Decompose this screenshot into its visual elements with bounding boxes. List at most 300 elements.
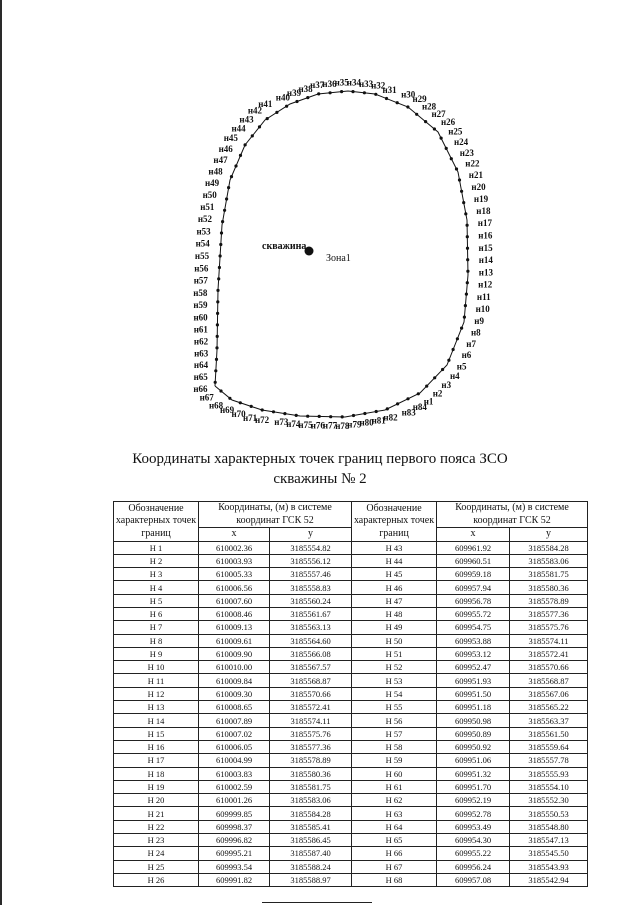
table-cell: 3185585.41: [270, 820, 352, 833]
table-cell: 3185545.50: [510, 847, 588, 860]
point-label: н17: [477, 218, 492, 229]
point-label: н12: [478, 279, 493, 290]
table-cell: Н 52: [352, 661, 437, 674]
coordinates-body: [114, 541, 588, 887]
table-cell: Н 25: [114, 860, 199, 873]
point-label: н15: [478, 242, 493, 253]
boundary-vertex: [219, 254, 222, 257]
table-cell: 3185583.06: [270, 794, 352, 807]
boundary-vertex: [221, 220, 224, 223]
table-cell: Н 60: [352, 767, 437, 780]
table-cell: 3185563.37: [510, 714, 588, 727]
table-cell: 3185561.67: [270, 607, 352, 620]
table-row: [114, 661, 588, 674]
table-cell: 610003.93: [199, 554, 270, 567]
table-cell: 3185560.24: [270, 594, 352, 607]
table-cell: Н 53: [352, 674, 437, 687]
boundary-vertex: [318, 415, 321, 418]
table-cell: 3185588.24: [270, 860, 352, 873]
table-cell: 3185559.64: [510, 740, 588, 753]
boundary-vertex: [216, 289, 219, 292]
boundary-vertex: [223, 209, 226, 212]
point-label: н63: [194, 348, 209, 359]
point-label: н10: [475, 304, 490, 314]
point-label: н58: [193, 287, 208, 298]
point-label: н73: [274, 417, 289, 428]
point-label: н72: [255, 415, 270, 426]
table-cell: Н 59: [352, 754, 437, 767]
boundary-vertex: [219, 389, 222, 392]
point-label: н21: [468, 170, 483, 181]
boundary-vertex: [283, 412, 286, 415]
boundary-vertex: [227, 186, 230, 189]
point-label: н59: [193, 300, 208, 311]
boundary-vertex: [460, 190, 463, 193]
point-label: н45: [223, 133, 238, 144]
point-label: н79: [347, 419, 362, 430]
boundary-vertex: [214, 369, 217, 372]
table-cell: Н 58: [352, 740, 437, 753]
boundary-vertex: [385, 97, 388, 100]
point-label: н38: [298, 83, 313, 94]
point-label: н77: [322, 420, 338, 431]
table-cell: 609954.30: [437, 834, 510, 847]
table-cell: 3185561.50: [510, 727, 588, 740]
header-coordinates: Координаты, (м) в системе координат ГСК 52: [199, 502, 352, 528]
table-cell: Н 62: [352, 794, 437, 807]
point-label: н27: [431, 109, 446, 120]
point-label: н68: [209, 400, 224, 411]
point-label: н64: [193, 360, 209, 371]
table-cell: 609950.92: [437, 740, 510, 753]
boundary-vertex: [216, 323, 219, 326]
table-cell: 609961.92: [437, 541, 510, 554]
point-label: н20: [471, 182, 486, 193]
point-label: н55: [194, 251, 210, 262]
table-cell: 610003.83: [199, 767, 270, 780]
point-label: н34: [346, 77, 361, 88]
table-cell: 609951.06: [437, 754, 510, 767]
boundary-vertex: [225, 197, 228, 200]
boundary-vertex: [417, 392, 420, 395]
table-cell: Н 50: [352, 634, 437, 647]
table-cell: 609957.94: [437, 581, 510, 594]
table-row: [114, 621, 588, 634]
boundary-vertex: [441, 368, 444, 371]
table-cell: 609999.85: [199, 807, 270, 820]
table-cell: 609951.70: [437, 780, 510, 793]
table-cell: 3185581.75: [510, 568, 588, 581]
table-row: [114, 807, 588, 820]
boundary-vertex: [295, 100, 298, 103]
boundary-vertex: [433, 376, 436, 379]
point-label: н4: [450, 371, 460, 382]
boundary-vertex: [363, 91, 366, 94]
boundary-vertex: [466, 270, 469, 273]
boundary-vertex: [466, 224, 469, 227]
point-label: н82: [383, 412, 398, 423]
table-cell: 3185548.80: [510, 820, 588, 833]
table-cell: 610009.13: [199, 621, 270, 634]
table-row: [114, 754, 588, 767]
boundary-vertex: [386, 407, 389, 410]
boundary-vertex: [455, 167, 458, 170]
point-label: н7: [466, 339, 476, 349]
table-cell: Н 19: [114, 780, 199, 793]
table-cell: 3185558.83: [270, 581, 352, 594]
boundary-vertex: [465, 293, 468, 296]
table-cell: 610007.89: [199, 714, 270, 727]
boundary-vertex: [234, 164, 237, 167]
table-cell: 3185584.28: [270, 807, 352, 820]
table-cell: 3185570.66: [510, 661, 588, 674]
boundary-vertex: [440, 137, 443, 140]
point-label: н71: [243, 413, 258, 424]
table-row: [114, 581, 588, 594]
table-cell: Н 11: [114, 674, 199, 687]
boundary-vertex: [220, 231, 223, 234]
table-cell: 610009.61: [199, 634, 270, 647]
table-row: [114, 727, 588, 740]
table-cell: Н 48: [352, 607, 437, 620]
boundary-vertex: [351, 90, 354, 93]
table-cell: 3185580.36: [270, 767, 352, 780]
table-cell: 609991.82: [199, 873, 270, 886]
boundary-vertex: [214, 381, 217, 384]
boundary-vertex: [239, 154, 242, 157]
point-label: н65: [193, 372, 208, 382]
table-cell: 3185557.78: [510, 754, 588, 767]
boundary-vertex: [217, 277, 220, 280]
point-label: н25: [448, 126, 463, 137]
table-cell: 609952.78: [437, 807, 510, 820]
table-row: [114, 794, 588, 807]
table-cell: 610006.05: [199, 740, 270, 753]
table-cell: Н 4: [114, 581, 199, 594]
boundary-vertex: [466, 258, 469, 261]
point-label: н11: [476, 291, 491, 302]
table-cell: 3185581.75: [270, 780, 352, 793]
title-line-1: Координаты характерных точек границ первого пояса ЗСО: [132, 451, 508, 467]
table-row: [114, 554, 588, 567]
table-cell: 610008.65: [199, 701, 270, 714]
table-cell: 3185577.36: [510, 607, 588, 620]
boundary-vertex: [329, 91, 332, 94]
document-title: [120, 449, 520, 489]
point-label: н69: [220, 405, 235, 416]
table-cell: 3185567.57: [270, 661, 352, 674]
header-y-2: y: [510, 528, 588, 542]
point-label: н53: [196, 226, 211, 237]
table-cell: 609951.32: [437, 767, 510, 780]
table-cell: Н 24: [114, 847, 199, 860]
point-label: н49: [205, 178, 220, 188]
point-label: н78: [335, 420, 350, 431]
point-label: н9: [474, 316, 484, 327]
header-x: x: [199, 528, 270, 542]
table-cell: Н 46: [352, 581, 437, 594]
boundary-vertex: [250, 405, 253, 408]
table-cell: 610009.84: [199, 674, 270, 687]
table-row: [114, 541, 588, 554]
boundary-vertex: [216, 300, 219, 303]
point-label: н28: [422, 101, 437, 112]
table-cell: 3185557.46: [270, 568, 352, 581]
table-cell: Н 54: [352, 687, 437, 700]
table-cell: Н 18: [114, 767, 199, 780]
table-cell: Н 17: [114, 754, 199, 767]
boundary-vertex: [363, 412, 366, 415]
table-row: [114, 607, 588, 620]
table-cell: Н 65: [352, 834, 437, 847]
table-cell: 609956.24: [437, 860, 510, 873]
boundary-vertex: [244, 143, 247, 146]
table-cell: 3185587.40: [270, 847, 352, 860]
well-label: скважина: [262, 241, 307, 252]
boundary-vertex: [258, 125, 261, 128]
boundary-vertex: [460, 327, 463, 330]
table-cell: 3185583.06: [510, 554, 588, 567]
table-cell: 3185572.41: [510, 647, 588, 660]
boundary-vertex: [466, 235, 469, 238]
point-label: н74: [286, 419, 301, 430]
boundary-vertex: [445, 147, 448, 150]
point-label: н41: [258, 99, 273, 110]
table-cell: 609954.75: [437, 621, 510, 634]
table-cell: Н 64: [352, 820, 437, 833]
table-cell: 609957.08: [437, 873, 510, 886]
boundary-vertex: [466, 281, 469, 284]
point-label: н48: [208, 166, 223, 177]
table-cell: Н 7: [114, 621, 199, 634]
point-label: н13: [478, 267, 493, 278]
table-cell: 609952.19: [437, 794, 510, 807]
table-cell: 3185580.36: [510, 581, 588, 594]
table-cell: 3185577.36: [270, 740, 352, 753]
table-cell: Н 22: [114, 820, 199, 833]
boundary-vertex: [216, 312, 219, 315]
header-x-2: x: [437, 528, 510, 542]
table-cell: 3185555.93: [510, 767, 588, 780]
table-cell: 3185550.53: [510, 807, 588, 820]
table-cell: 3185543.93: [510, 860, 588, 873]
table-cell: 3185564.60: [270, 634, 352, 647]
table-cell: 609953.88: [437, 634, 510, 647]
point-label: н3: [441, 379, 452, 390]
boundary-vertex: [396, 101, 399, 104]
boundary-vertex: [230, 175, 233, 178]
boundary-vertex: [317, 92, 320, 95]
table-cell: 610007.02: [199, 727, 270, 740]
table-cell: 3185566.08: [270, 647, 352, 660]
table-cell: Н 15: [114, 727, 199, 740]
table-cell: 609951.50: [437, 687, 510, 700]
table-cell: 610010.00: [199, 661, 270, 674]
point-label: н30: [401, 89, 416, 100]
point-label: н6: [461, 350, 472, 361]
boundary-vertex: [218, 266, 221, 269]
table-cell: 3185556.12: [270, 554, 352, 567]
boundary-vertex: [415, 113, 418, 116]
table-cell: 610006.56: [199, 581, 270, 594]
boundary-vertex: [374, 93, 377, 96]
table-cell: Н 12: [114, 687, 199, 700]
boundary-vertex: [452, 348, 455, 351]
table-row: [114, 740, 588, 753]
point-label: н16: [478, 230, 493, 241]
table-cell: Н 20: [114, 794, 199, 807]
table-row: [114, 820, 588, 833]
table-cell: 610005.33: [199, 568, 270, 581]
table-row: [114, 568, 588, 581]
table-cell: 3185572.41: [270, 701, 352, 714]
boundary-vertex: [215, 346, 218, 349]
table-cell: 609951.18: [437, 701, 510, 714]
table-row: [114, 780, 588, 793]
boundary-vertex: [406, 105, 409, 108]
point-label: н75: [298, 420, 313, 430]
point-label: н35: [334, 77, 349, 88]
point-label: н26: [441, 116, 456, 127]
table-cell: Н 47: [352, 594, 437, 607]
table-cell: Н 3: [114, 568, 199, 581]
point-label: н76: [310, 420, 325, 431]
table-cell: 609950.89: [437, 727, 510, 740]
point-label: н70: [231, 409, 246, 420]
table-row: [114, 687, 588, 700]
table-cell: 610007.60: [199, 594, 270, 607]
table-cell: 609995.21: [199, 847, 270, 860]
point-label: н5: [456, 361, 467, 372]
point-label: н56: [194, 263, 209, 274]
table-row: [114, 873, 588, 886]
table-cell: Н 63: [352, 807, 437, 820]
header-y: y: [270, 528, 352, 542]
point-label: н32: [371, 80, 386, 91]
table-cell: Н 55: [352, 701, 437, 714]
boundary-vertex: [219, 243, 222, 246]
table-cell: 609955.22: [437, 847, 510, 860]
table-row: [114, 767, 588, 780]
point-label: н66: [193, 383, 208, 394]
boundary-vertex: [340, 90, 343, 93]
table-cell: 609993.54: [199, 860, 270, 873]
boundary-vertex: [375, 410, 378, 413]
table-row: [114, 701, 588, 714]
boundary-vertex: [424, 120, 427, 123]
point-label: н1: [423, 396, 434, 407]
boundary-vertex: [458, 178, 461, 181]
table-cell: 3185574.11: [270, 714, 352, 727]
table-cell: 609951.93: [437, 674, 510, 687]
point-label: н47: [213, 155, 228, 166]
point-label: н44: [231, 123, 246, 134]
table-cell: Н 57: [352, 727, 437, 740]
boundary-vertex: [464, 304, 467, 307]
table-cell: 3185552.30: [510, 794, 588, 807]
table-cell: 3185575.76: [270, 727, 352, 740]
table-cell: Н 43: [352, 541, 437, 554]
table-cell: 3185567.06: [510, 687, 588, 700]
boundary-vertex: [463, 316, 466, 319]
boundary-vertex: [352, 414, 355, 417]
boundary-vertex: [396, 402, 399, 405]
table-cell: Н 51: [352, 647, 437, 660]
table-cell: Н 26: [114, 873, 199, 886]
title-line-2: скважины № 2: [273, 471, 367, 487]
table-cell: Н 8: [114, 634, 199, 647]
point-label: н61: [193, 324, 208, 335]
table-cell: Н 66: [352, 847, 437, 860]
table-cell: 3185584.28: [510, 541, 588, 554]
table-cell: Н 9: [114, 647, 199, 660]
point-label: н62: [193, 336, 209, 347]
table-cell: Н 23: [114, 834, 199, 847]
table-cell: Н 61: [352, 780, 437, 793]
boundary-vertex: [306, 96, 309, 99]
table-cell: 3185575.76: [510, 621, 588, 634]
boundary-vertex: [447, 359, 450, 362]
point-label: н24: [454, 137, 469, 147]
boundary-vertex: [466, 247, 469, 250]
table-cell: 3185588.97: [270, 873, 352, 886]
point-label: н19: [473, 194, 489, 204]
table-row: [114, 860, 588, 873]
table-cell: 609960.51: [437, 554, 510, 567]
table-row: [114, 634, 588, 647]
boundary-vertex: [433, 127, 436, 130]
table-cell: 610004.99: [199, 754, 270, 767]
boundary-vertex: [295, 414, 298, 417]
table-cell: 610008.46: [199, 607, 270, 620]
table-cell: 610002.36: [199, 541, 270, 554]
table-cell: 3185568.87: [510, 674, 588, 687]
boundary-vertex: [450, 157, 453, 160]
boundary-vertex: [329, 415, 332, 418]
boundary-vertex: [228, 397, 231, 400]
point-label: н40: [275, 92, 290, 103]
table-cell: 3185563.13: [270, 621, 352, 634]
point-label: н43: [239, 114, 254, 125]
zone-label: Зона1: [326, 253, 351, 264]
boundary-vertex: [272, 410, 275, 413]
zone-boundary-diagram: [0, 0, 640, 440]
table-row: [114, 594, 588, 607]
table-cell: Н 2: [114, 554, 199, 567]
boundary-vertex: [266, 117, 269, 120]
table-cell: Н 21: [114, 807, 199, 820]
boundary-vertex: [215, 358, 218, 361]
table-cell: 610002.59: [199, 780, 270, 793]
point-label: н51: [200, 202, 215, 212]
table-cell: 3185554.82: [270, 541, 352, 554]
point-label: н50: [202, 190, 217, 200]
table-cell: Н 14: [114, 714, 199, 727]
boundary-vertex: [216, 335, 219, 338]
point-label: н52: [197, 214, 212, 225]
point-label: н67: [199, 392, 214, 403]
table-cell: 610009.30: [199, 687, 270, 700]
boundary-vertex: [464, 212, 467, 215]
table-cell: 610009.90: [199, 647, 270, 660]
table-cell: 3185554.10: [510, 780, 588, 793]
table-cell: Н 6: [114, 607, 199, 620]
header-point-name-2: Обозначение характерных точек границ: [352, 502, 437, 542]
table-cell: Н 45: [352, 568, 437, 581]
table-cell: Н 13: [114, 701, 199, 714]
table-row: [114, 674, 588, 687]
boundary-vertex: [406, 397, 409, 400]
